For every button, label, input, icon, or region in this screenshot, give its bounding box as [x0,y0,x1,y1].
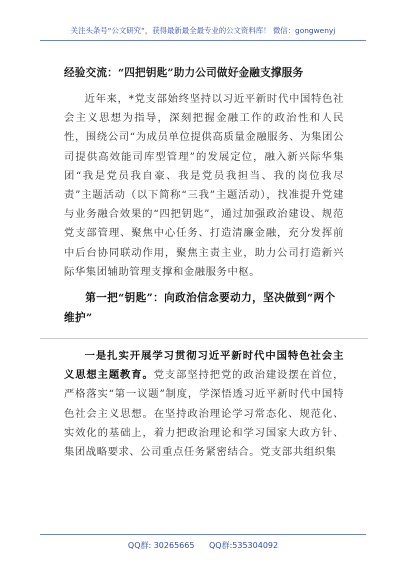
header-notice: 关注头条号“公文研究”，获得最新最全最专业的公文资料库！ 微信：gongwenyj [70,26,336,35]
footer-contact [40,540,366,552]
point-lead: 一是扎实开展学习贯彻习近平新时代中国特色社会主义思想主题教育。 [64,350,344,382]
point-paragraph-1 [64,347,344,462]
section-heading-1: 第一把“钥匙”：向政治信念要动力，坚决做到“两个维护” [64,292,336,325]
point-body: 党支部坚持把党的政治建设摆在首位，严格落实“第一议题”制度，学深悟透习近平新时代中国特色社会主义思想。在坚持政治理论学习常态化、规范化、实效化的基础上，着力把政治理论和学习国家大政方针、集团战略要求、公司重点任务紧密结合。党支部共组织集 [64,369,344,459]
section-divider [40,338,368,339]
footer-qq-group-2: QQ群:535304092 [209,541,279,550]
footer-qq-group-1: QQ群: 30265665 [127,541,195,550]
intro-paragraph: 近年来，*党支部始终坚持以习近平新时代中国特色社会主义思想为指导，深刻把握金融工作的政治性和人民性，围绕公司“为成员单位提供高质量金融服务、为集团公司提供高效能司库型管理”的发展定位，融入新兴际华集团“我是党员我自豪、我是党员我担当、我的岗位我尽责”主题活动（以下简称“三我”主题活动），找准提升党建与业务融合效果的“四把钥匙”，通过加强政治建设、规范党支部管理、聚焦中心任务、打造清廉金融，充分发挥前中后台协同联动作用，聚焦主责主业，助力公司打造新兴际华集团辅助管理支撑和金融服务中枢。 [64,93,344,278]
article-body [64,62,344,462]
article-title: 经验交流：“四把钥匙”助力公司做好金融支撑服务 [64,67,304,79]
header-divider [40,40,366,41]
footer-divider [40,534,366,535]
